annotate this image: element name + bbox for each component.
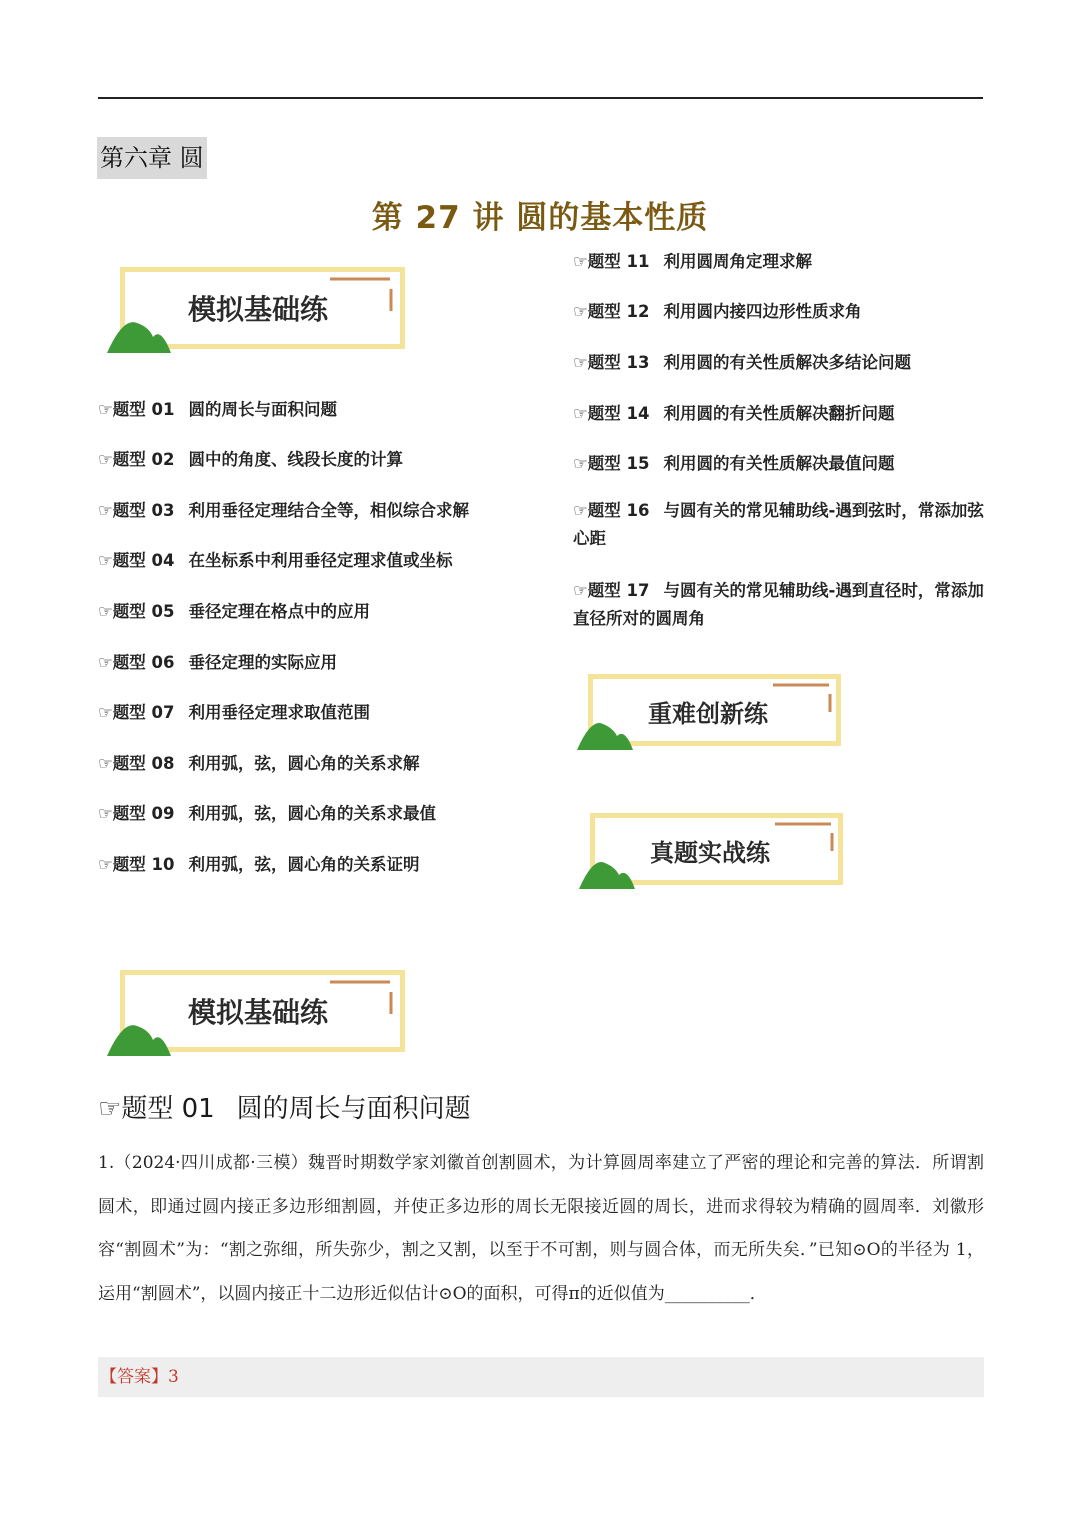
answer-bar (98, 1357, 984, 1397)
toc-item-17[interactable]: ☞题型 17 与圆有关的常见辅助线-遇到直径时，常添加直径所对的圆周角 (573, 581, 984, 628)
toc-item-06[interactable]: ☞题型 06 垂径定理的实际应用 (98, 653, 338, 672)
toc-item-12[interactable]: ☞题型 12 利用圆内接四边形性质求角 (573, 302, 862, 321)
hand-pointer-icon: ☞ (573, 404, 588, 423)
hand-pointer-icon: ☞ (98, 602, 113, 621)
answer-value: 3 (168, 1367, 179, 1387)
hand-pointer-icon: ☞ (98, 653, 113, 672)
hand-pointer-icon: ☞ (573, 302, 588, 321)
problem-text: 1.（2024·四川成都·三模）魏晋时期数学家刘徽首创割圆术，为计算圆周率建立了严密的理论和完善的算法．所谓割圆术，即通过圆内接正多边形细割圆，并使正多边形的周长无限接近圆的周长，进而求得较为精确的圆周率．刘徽形容“割圆术”为：“割之弥细，所失弥少，割之又割，以至于不可割，则与圆合体，而无所失矣．”已知⊙O的半径为 1，运用“割圆术”，以圆内接正十二边形近似估计⊙O的面积，可得π的近似值为__________． (98, 1153, 984, 1304)
banner-label: 重难创新练 (648, 700, 768, 728)
toc-item-10[interactable]: ☞题型 10 利用弧，弦，圆心角的关系证明 (98, 855, 420, 874)
banner-simulated-basic-section (105, 968, 410, 1060)
hand-pointer-icon: ☞ (98, 400, 113, 419)
toc-item-07[interactable]: ☞题型 07 利用垂径定理求取值范围 (98, 703, 371, 722)
header-rule (98, 97, 983, 99)
banner-real-exam (577, 811, 852, 893)
hand-pointer-icon: ☞ (98, 551, 113, 570)
hand-pointer-icon: ☞ (98, 501, 113, 520)
toc-item-02[interactable]: ☞题型 02 圆中的角度、线段长度的计算 (98, 450, 404, 469)
hand-pointer-icon: ☞ (573, 581, 588, 600)
toc-item-05[interactable]: ☞题型 05 垂径定理在格点中的应用 (98, 602, 371, 621)
toc-item-08[interactable]: ☞题型 08 利用弧，弦，圆心角的关系求解 (98, 754, 420, 773)
banner-label: 模拟基础练 (188, 293, 329, 326)
hand-pointer-icon: ☞ (98, 1094, 122, 1124)
toc-item-13[interactable]: ☞题型 13 利用圆的有关性质解决多结论问题 (573, 353, 912, 372)
toc-item-03[interactable]: ☞题型 03 利用垂径定理结合全等，相似综合求解 (98, 501, 470, 520)
hand-pointer-icon: ☞ (98, 754, 113, 773)
hand-pointer-icon: ☞ (573, 252, 588, 271)
toc-item-09[interactable]: ☞题型 09 利用弧，弦，圆心角的关系求最值 (98, 804, 437, 823)
banner-label: 真题实战练 (650, 839, 770, 867)
section-heading: ☞题型 01 圆的周长与面积问题 (98, 1094, 471, 1124)
hand-pointer-icon: ☞ (98, 855, 113, 874)
toc-item-04[interactable]: ☞题型 04 在坐标系中利用垂径定理求值或坐标 (98, 551, 453, 570)
hand-pointer-icon: ☞ (573, 454, 588, 473)
banner-label: 模拟基础练 (188, 996, 329, 1029)
hand-pointer-icon: ☞ (98, 804, 113, 823)
hand-pointer-icon: ☞ (573, 501, 588, 520)
banner-simulated-basic (105, 265, 410, 357)
toc-item-14[interactable]: ☞题型 14 利用圆的有关性质解决翻折问题 (573, 404, 895, 423)
lecture-title: 第 27 讲 圆的基本性质 (371, 200, 709, 236)
banner-hard-innovation (575, 672, 850, 754)
toc-item-11[interactable]: ☞题型 11 利用圆周角定理求解 (573, 252, 813, 271)
hand-pointer-icon: ☞ (573, 353, 588, 372)
chapter-label: 第六章 圆 (97, 137, 207, 179)
hand-pointer-icon: ☞ (98, 703, 113, 722)
toc-item-01[interactable]: ☞题型 01 圆的周长与面积问题 (98, 400, 338, 419)
answer-label: 【答案】 (100, 1367, 168, 1387)
toc-item-16[interactable]: ☞题型 16 与圆有关的常见辅助线-遇到弦时，常添加弦心距 (573, 501, 984, 548)
toc-item-15[interactable]: ☞题型 15 利用圆的有关性质解决最值问题 (573, 454, 895, 473)
hand-pointer-icon: ☞ (98, 450, 113, 469)
